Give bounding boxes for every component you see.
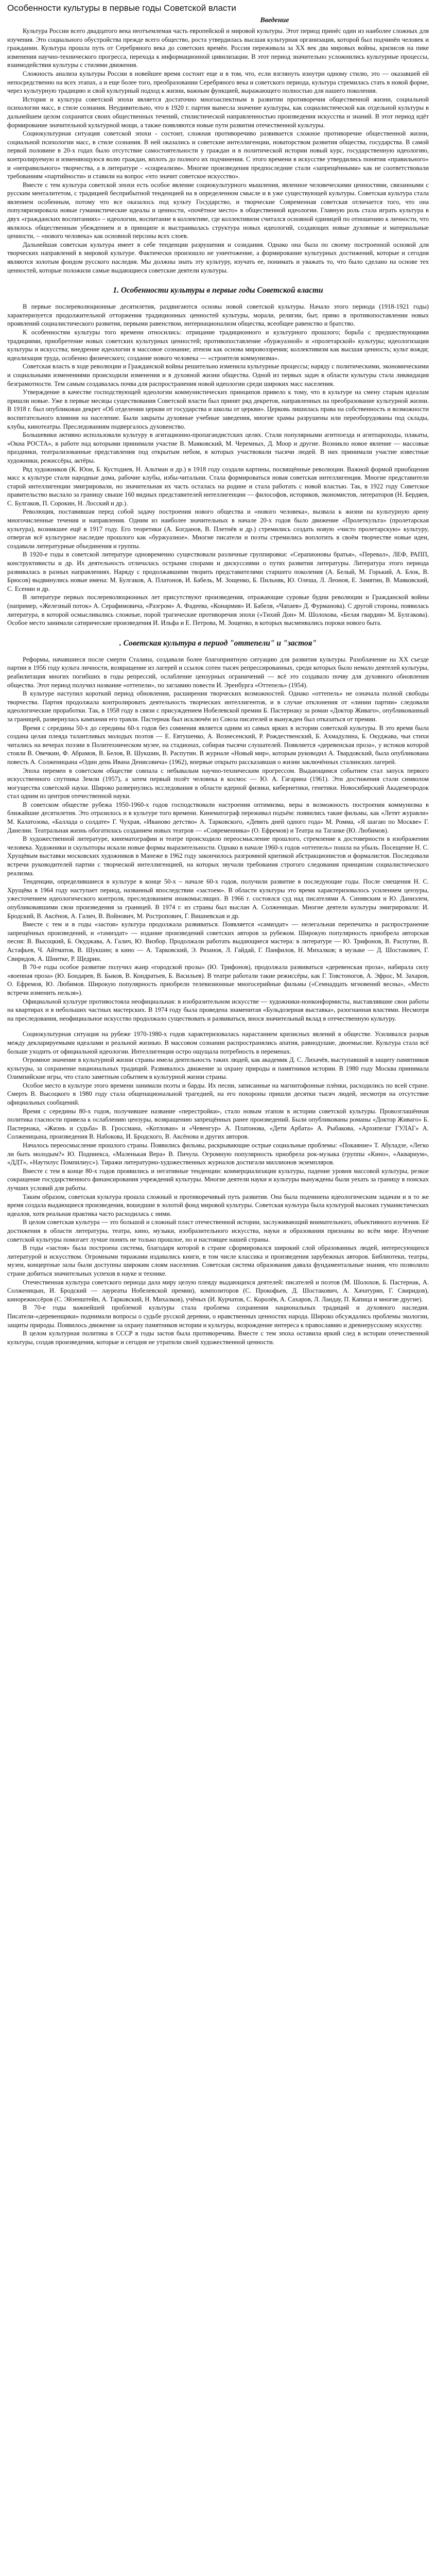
- section-3-body: [7, 1030, 429, 1346]
- intro-paragraph: Дальнейшая советская культура имеет в себе тенденции разрушения и созидания. Однако она была по своему построенной основой для творческих направлений в мировой культуре. Фактически произошло не уничтожение, а формирование культурных достижений, которые и сегодня являются золотым фондом русского наследия. Мы должны знать эту культуру, изучать ее, понимать и уважать то, что было сделано на основе тех ценностей, которые положили самые выдающиеся советские деятели культуры.: [7, 241, 429, 274]
- section-1-paragraph: В 1920-е годы в советской литературе одновременно существовали различные группировки: «Серапионовы братья», «Перевал», ЛЕФ, РАПП, конструктивисты и др. Их деятельность отличалась острыми спорами и дискуссиями о путях развития литературы. Литература этого периода развивалась в разных направлениях. Наряду с продолжавшими творить представителями старшего поколения (А. Белый, М. Горький, А. Блок, В. Брюсов) выдвинулись новые имена: М. Булгаков, А. Платонов, И. Бабель, М. Зощенко, Б. Пильняк, Ю. Олеша, Л. Леонов, Е. Замятин, В. Маяковский, С. Есенин и др.: [7, 551, 429, 592]
- intro-paragraph: Сложность анализа культуры России в новейшее время состоит еще и в том, что, если взглянуть изнутри одному стилю, это — оказавшей ей непосредственно на всех этапах, а и еще более того, преобразовании Серебряного века и советского периода, культура стремилась стать в новой форме, через культурную традицию и свой культурный подход к жизни, важным функцией, выражающего полностью для нашего поколения.: [7, 70, 429, 95]
- section-2-body: [7, 655, 429, 1023]
- section-3-paragraph: Особое место в культуре этого времени занимали поэты и барды. Их песни, записанные на магнитофонные плёнки, расходились по всей стране. Смерть В. Высоцкого в 1980 году стала общенациональной трагедией, на его похороны пришли десятки тысяч людей, несмотря на отсутствие официальных сообщений.: [7, 1081, 429, 1107]
- intro-paragraph: Социокультурная ситуация советской эпохи - состоит, сложная противоречиво развивается сложное противоречие общественной жизни, социальной психологии масс, в стиле сознания. В ней оказались и советские интеллигенции, новаторством развития общества, государства. В самой первой половине в 20-х годах было отсутствие самостоятельности у граждан и в политической истории новый курс, государственную идеологию, контролируемую и изменяющуюся волю граждан, вплоть до полного их подчинения. С этого времени в искусстве утвердились понятия «правильного» и «неправильного» творчества, а в литературе - «соцреализм». Многие произведения предпоследние стали «запрещёнными» как не соответствовали требованиям «партийности» и ставили на вопрос «что значит советское искусство».: [7, 130, 429, 180]
- section-2-paragraph: Эпоха перемен в советском обществе совпала с небывалым научно-техническим прогрессом. Выдающимся событием стал запуск первого искусственного спутника Земли (1957), а затем первый полёт человека в космос — Ю. А. Гагарина (1961). Эти достижения стали символом могущества советской науки. Широко развернулись исследования в области ядерной физики, кибернетики, генетики. Новосибирский Академгородок стал одним из центров отечественной науки.: [7, 767, 429, 800]
- section-1-heading: 1. Особенности культуры в первые годы Советской власти: [113, 286, 323, 295]
- section-1-paragraph: Ряд художников (К. Юон, Б. Кустодиев, Н. Альтман и др.) в 1918 году создали картины, посвящённые революции. Важной формой приобщения масс к культуре стали народные дома, рабочие клубы, избы-читальни. Стала формироваться новая советская интеллигенция. Многие представители старой интеллигенции эмигрировали, но значительная их часть осталась на родине и стала работать с новой властью. Так, в 1922 году Советское правительство выслало за границу свыше 160 видных представителей интеллигенции — философов, историков, экономистов, литераторов (Н. Бердяев, С. Булгаков, П. Сорокин, Н. Лосский и др.).: [7, 465, 429, 507]
- section-3-paragraph: Отечественная культура советского периода дала миру целую плеяду выдающихся деятелей: писателей и поэтов (М. Шолохов, Б. Пастернак, А. Солженицын, И. Бродский — лауреаты Нобелевской премии), композиторов (С. Прокофьев, Д. Шостакович, А. Хачатурян, Г. Свиридов), кинорежиссёров (С. Эйзенштейн, А. Тарковский, Н. Михалков), учёных (И. Курчатов, С. Королёв, А. Сахаров, Л. Ландау, П. Капица и многие другие).: [7, 1278, 429, 1303]
- section-2-paragraph: Реформы, начавшиеся после смерти Сталина, создавали более благоприятную ситуацию для развития культуры. Разоблачение на XX съезде партии в 1956 году культа личности, возвращение из лагерей и ссылок сотен тысяч репрессированных, среди которых было немало деятелей культуры, реабилитация многих погибших в годы репрессий, ослабление цензурных ограничений — всё это создавало почву для духовного обновления общества. Этот период получил название «оттепели», по заглавию повести И. Эренбурга «Оттепель» (1954).: [7, 655, 429, 689]
- intro-heading: Введение: [260, 16, 289, 24]
- section-3-paragraph: Началось переосмысление прошлого страны. Появились фильмы, раскрывающие острые социальные проблемы: «Покаяние» Т. Абуладзе, «Легко ли быть молодым?» Ю. Подниекса, «Маленькая Вера» В. Пичула. Огромную популярность приобрела рок-музыка (группы «Кино», «Аквариум», «ДДТ», «Наутилус Помпилиус»). Тиражи литературно-художественных журналов достигали миллионов экземпляров.: [7, 1142, 429, 1166]
- section-1-paragraph: Большевики активно использовали культуру в агитационно-пропагандистских целях. Стали популярными агитпоезда и агитпароходы, плакаты, «Окна РОСТА», в работе над которыми принимали участие В. Маяковский, М. Черемных, Д. Моор и другие. Возникло новое явление — массовые праздники, театрализованные представления под открытым небом, в которых участвовали тысячи людей. В них принимали участие известные художники, режиссёры, актёры.: [7, 431, 429, 464]
- section-3-paragraph: Время с середины 80-х годов, получившее название «перестройки», стало новым этапом в истории советской культуры. Провозглашённая политика гласности привела к ослаблению цензуры, возвращению запрещённых ранее произведений. Были опубликованы романы «Доктор Живаго» Б. Пастернака, «Жизнь и судьба» В. Гроссмана, «Котлован» и «Чевенгур» А. Платонова, «Дети Арбата» А. Рыбакова, «Архипелаг ГУЛАГ» А. Солженицына, произведения В. Набокова, И. Бродского, В. Аксёнова и других авторов.: [7, 1107, 429, 1141]
- section-3-paragraph: В годы «застоя» была построена система, благодаря которой в стране сформировался широкий слой образованных людей, интересующихся литературой и искусством. Огромными тиражами издавались книги, в том числе классика и произведения зарубежных авторов. Библиотеки, театры, музеи, концертные залы были доступны широким слоям населения. Советская система образования давала фундаментальные знания, что позволило стране добиться значительных успехов в науке и технике.: [7, 1244, 429, 1277]
- section-3-paragraph: В 70-е годы важнейшей проблемой культуры стала проблема сохранения национальных традиций и духовного наследия. Писатели-«деревенщики» поднимали вопросы о судьбе русской деревни, о нравственных ценностях народа. Широко обсуждались проблемы экологии, защиты природы. Появилось движение за охрану памятников истории и культуры, возрождение интереса к православию и древнерусскому искусству.: [7, 1304, 429, 1329]
- section-2-paragraph: Вместе с тем и в годы «застоя» культура продолжала развиваться. Появляется «самиздат» — нелегальная перепечатка и распространение запрещённых произведений, и «тамиздат» — издание произведений советских авторов за рубежом. Широкую популярность приобрела авторская песня: В. Высоцкий, Б. Окуджава, А. Галич, Ю. Визбор. Продолжали работать выдающиеся мастера: в литературе — Ю. Трифонов, В. Распутин, В. Астафьев, Ч. Айтматов, В. Шукшин; в кино — А. Тарковский, Э. Рязанов, Л. Гайдай, Г. Панфилов, Н. Михалков; в музыке — Д. Шостакович, Г. Свиридов, А. Шнитке, Р. Щедрин.: [7, 921, 429, 962]
- section-1-paragraph: Утверждение в качестве господствующей идеологии коммунистических принципов привело к тому, что в культуре на смену старым идеалам пришли новые. Уже в первые месяцы существования Советской власти был принят ряд декретов, направленных на преобразование культурной жизни. В 1918 г. был опубликован декрет «Об отделении церкви от государства и школы от церкви». Церковь лишилась права на собственность и возможности воспитательного влияния на население. Были закрыты духовные учебные заведения, многие храмы разрушены или переоборудованы под склады, клубы, кинотеатры. Преследованиям подвергалось духовенство.: [7, 388, 429, 430]
- section-1-paragraph: К особенностям культуры того времени относились: отрицание традиционного и культурного прошлого; борьба с предшествующими традициями, приобретение новых советских культурных ценностей; противопоставление «буржуазной» и «пролетарской» культуры; идеологизация культуры и искусства; внедрение идеологии в массовое сознание; атеизм как основа мировоззрения; коллективизм как высшая ценность; культ вождя; идеализация труда, особенно физического; создание нового человека — «строителя коммунизма».: [7, 329, 429, 362]
- section-1-paragraph: Революция, поставившая перед собой задачу построения нового общества и «нового человека», вызвала к жизни на культурную арену многочисленные течения и направления. Одним из наиболее значительных в начале 20-х годов было движение «Пролеткульта» (пролетарская культура), возникшее ещё в 1917 году. Его теоретики (А. Богданов, В. Плетнёв и др.) стремились создать новую «чисто пролетарскую» культуру, отвергая всё культурное наследие прошлого как «буржуазное». Многие писатели и поэты стремились воплотить в своём творчестве новые идеи, создавали литературные объединения и группы.: [7, 508, 429, 550]
- intro-paragraph: Вместе с тем культура советской эпохи есть особое явление социокультурного мышления, явленное человеческими ценностями, связанными с русским менталитетом, с традицией бесприбытной тенденцией на в определенном смысле и в уже существующей культуры. Советская культура стала явлением особенным, потому что все оказалось под культу Государство, и творческие Современная советская отличается того, что она популяризировала новые гуманистические идеалы и ценности, «почётное место» в общественной идеологии. Главную роль стала играть культура в двух «гражданских воспитаниях» – идеологии, воспитание в коллективе, где коллективизм считался основной единицей по отношению к личности, что являлось общественным убеждением и в принципе и выстраивалась структура новых идеологий, создающих новые духовные и материальные ценности, – «нового человека» как основной персоны всех слоев.: [7, 181, 429, 240]
- section-2-paragraph: Время с середины 50-х до середины 60-х годов без сомнения является одним из самых ярких в истории советской культуры. В это время была создана целая плеяда талантливых молодых поэтов — Е. Евтушенко, А. Вознесенский, Р. Рождественский, Б. Ахмадулина, Б. Окуджава, чьи стихи читались на вечерах поэзии в Политехническом музее, на стадионах, собирая тысячи слушателей. Появляется «деревенская проза», у истоков которой стояли В. Овечкин, Ф. Абрамов, В. Белов, В. Шукшин, В. Распутин. В журнале «Новый мир», которым руководил А. Твардовский, была опубликована повесть А. Солженицына «Один день Ивана Денисовича» (1962), впервые открыто рассказавшая о жизни заключённых сталинских лагерей.: [7, 724, 429, 766]
- section-2-paragraph: В художественной литературе, кинематографии и театре происходило переосмысление прошлого, стремление к достоверности в изображении человека. Художники и скульпторы искали новые формы выразительности. Однако в начале 1960-х годов «оттепель» пошла на убыль. Посещение Н. С. Хрущёвым выставки московских художников в Манеже в 1962 году закончилось разгромной критикой абстракционистов и формалистов. Последовали встречи руководителей партии с творческой интеллигенцией, на которых звучали требования строгого следования принципам социалистического реализма.: [7, 835, 429, 877]
- section-2-paragraph: В культуре наступил короткий период обновления, расширения творческих возможностей. Однако «оттепель» не означала полной свободы творчества. Партия продолжала контролировать деятельность творческих интеллигентов, и в случае отклонения от «линии партии» следовали идеологические проработки. Так, в 1958 году в связи с присуждением Нобелевской премии Б. Пастернаку за роман «Доктор Живаго», опубликованный за границей, развернулась кампания его травли. Пастернак был исключён из Союза писателей и вынужден был отказаться от премии.: [7, 690, 429, 723]
- section-3-paragraph: Вместе с тем в конце 80-х годов проявились и негативные тенденции: коммерциализация культуры, падение уровня массовой культуры, резкое сокращение государственного финансирования учреждений культуры. Многие деятели науки и культуры вынуждены были уехать за границу в поисках лучших условий для работы.: [7, 1167, 429, 1192]
- document-title: Особенности культуры в первые годы Советской власти: [7, 3, 236, 13]
- section-3-paragraph: Социокультурная ситуация на рубеже 1970-1980-х годов характеризовалась нарастанием кризисных явлений в обществе. Усиливался разрыв между декларируемыми идеалами и реальной жизнью. В массовом сознании распространялись апатия, равнодушие, двоемыслие. Культура стала всё больше уходить от официальной идеологии. Интеллигенция остро ощущала потребность в переменах.: [7, 1030, 429, 1055]
- intro-paragraph: Культура России всего двадцатого века неотъемлемая часть европейской и мировой культуры. Этот период принёс один из наиболее сложных для изучения. Это социального обустройства прежде всего общество, роста утвердилась высшая культурная организация, которой был подчинён человек и гражданин. Культура прошла путь от Серебряного века до советских времён. Россия переживала за XX век два мировых войны, кризисов на пике изменения научно-технического прогресса, перехода к информационной цивилизации. В этот период значительно усложнились культурные процессы, взаимодействия культуры с стилями движения.: [7, 27, 429, 69]
- section-1-paragraph: В литературе первых послереволюционных лет присутствуют произведения, отражающие суровые будни революции и Гражданской войны (например, «Железный поток» А. Серафимовича, «Разгром» А. Фадеева, «Конармия» И. Бабеля, «Чапаев» Д. Фурманова). С другой стороны, появилась литература, в которой осмысливались сложные, порой трагические противоречия эпохи («Тихий Дон» М. Шолохова, «Белая гвардия» М. Булгакова). Особое место занимали сатирические произведения И. Ильфа и Е. Петрова, М. Зощенко, в которых высмеивались пороки нового быта.: [7, 594, 429, 627]
- section-2-heading: . Советская культура в период "оттепели" и "застоя": [119, 638, 317, 648]
- section-2-paragraph: Официальной культуре противостояла неофициальная: в изобразительном искусстве — художники-нонконформисты, выставлявшие свои работы на квартирах и в небольших частных мастерских. В 1974 году была проведена знаменитая «Бульдозерная выставка», разогнанная властями. Несмотря на преследования, неофициальное искусство продолжало существовать и развиваться, внося значительный вклад в отечественную культуру.: [7, 997, 429, 1022]
- section-3-paragraph: Таким образом, советская культура прошла сложный и противоречивый путь развития. Она была подчинена идеологическим задачам и в то же время создала выдающиеся произведения, вошедшие в золотой фонд мировой культуры. Советская культура была культурой высоких гуманистических идеалов, хотя реальная практика часто расходилась с ними.: [7, 1193, 429, 1217]
- intro-paragraph: История и культура советской эпохи является достаточно многоаспектным в развитии противоречия общественной жизни, социальной психологии масс, в стиле сознания. Неудивительно, что в 1920 г. партия вынесла значение культуры, как социалистической как отдельной культуры в дальнейшем целом сохранятся своих общественных течений, стилистической направленностью произведения искусства и знаний. В этот период идёт формирование значительной культурной мощи, а также появляются новые пути развития отечественной культуры.: [7, 95, 429, 129]
- section-2-paragraph: В советском обществе рубежа 1950-1960-х годов господствовали настроения оптимизма, веры в возможность построения коммунизма в ближайшие десятилетия. Это отразилось и в культуре того времени. Кинематограф переживал подъём: появились такие фильмы, как «Летят журавли» М. Калатозова, «Баллада о солдате» Г. Чухрая, «Иваново детство» А. Тарковского, «Девять дней одного года» М. Ромма, «Я шагаю по Москве» Г. Данелии. Театральная жизнь обогатилась созданием новых театров — «Современника» (О. Ефремов) и Театра на Таганке (Ю. Любимов).: [7, 801, 429, 834]
- section-3-paragraph: В целом советская культура — это большой и сложный пласт отечественной истории, заслуживающий внимательного, объективного изучения. Её достижения в области литературы, театра, кино, музыки, изобразительного искусства, науки и образования признаны во всём мире. Изучение советской культуры помогает лучше понять не только прошлое, но и настоящее нашей страны.: [7, 1218, 429, 1243]
- section-1-body: [7, 302, 429, 628]
- section-3-paragraph: Огромное значение в культурной жизни страны имела деятельность таких людей, как академик Д. С. Лихачёв, выступавший в защиту памятников культуры, за сохранение национальных традиций. Развивалось движение за охрану природы и памятников истории. В 1980 году Москва принимала Олимпийские игры, что стало заметным событием в культурной жизни страны.: [7, 1056, 429, 1081]
- section-2-paragraph: В 70-е годы особое развитие получил жанр «городской прозы» (Ю. Трифонов), продолжала развиваться «деревенская проза», набирала силу «военная проза» (Ю. Бондарев, В. Быков, В. Кондратьев, Б. Васильев). В театре работали такие режиссёры, как Г. Товстоногов, А. Эфрос, М. Захаров, О. Ефремов, Ю. Любимов. Широкую популярность приобрели телевизионные многосерийные фильмы («Семнадцать мгновений весны», «Место встречи изменить нельзя»).: [7, 963, 429, 996]
- section-3-paragraph: В целом культурная политика в СССР в годы застоя была противоречива. Вместе с тем эпоха оставила яркий след в истории отечественной культуры, создав произведения, которые и сегодня не утратили своей художественной ценности.: [7, 1330, 429, 1346]
- intro-body: [7, 27, 429, 275]
- section-2-paragraph: Тенденции, определившиеся в культуре в конце 50-х – начале 60-х годов, получили развитие в последующие годы. После смещения Н. С. Хрущёва в 1964 году наступает период, названный впоследствии «застоем». В области культуры это время характеризовалось усилением цензуры, ужесточением идеологического контроля, преследованием инакомыслящих. В 1966 г. состоялся суд над писателями А. Синявским и Ю. Даниэлем, опубликовавшими свои произведения за границей. В 1974 г. из страны был выслан А. Солженицын. Многие деятели культуры эмигрировали: И. Бродский, В. Аксёнов, А. Галич, В. Войнович, М. Ростропович, Г. Вишневская и др.: [7, 878, 429, 920]
- section-1-paragraph: В первые послереволюционные десятилетия, раздвигаются основы новой советской культуры. Начало этого периода (1918-1921 годы) характеризуется продолжительной отторжения традиционных ценностей культуры, морали, религии, быт, прямо в противопоставлении новых проявлений социалистического развития, первыми равенством, интернационализм общества, всеобщее равенство и братство.: [7, 303, 429, 328]
- section-1-paragraph: Советская власть в ходе революции и Гражданской войны решительно изменила культурные процессы; наряду с политическими, экономическими и социальными изменениями происходили изменения и в духовной жизни общества. Одной из первых задач в области культуры стала ликвидация безграмотности. Тем самым создавалась почва для распространения новой идеологии среди широких масс населения.: [7, 363, 429, 387]
